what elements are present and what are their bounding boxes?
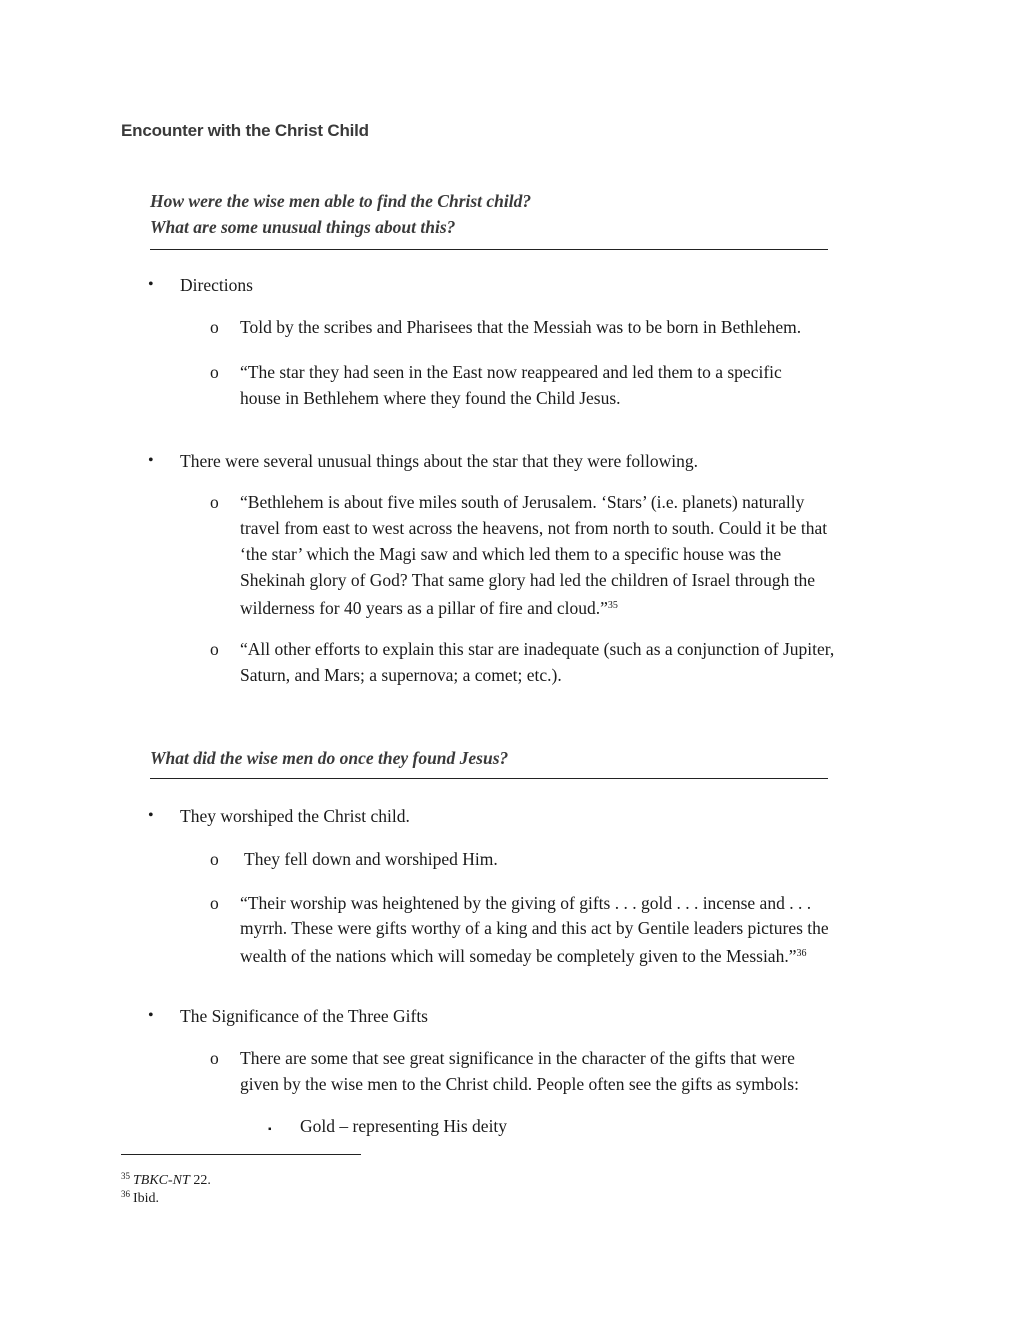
- sub-marker: o: [210, 317, 219, 337]
- sub-bethlehem-line4: Shekinah glory of God? That same glory had led the children of Israel through the: [240, 570, 816, 590]
- footnote-num: 36: [121, 1189, 130, 1199]
- sub-gifts-line2: myrrh. These were gifts worthy of a king and this act by Gentile leaders pictures the: [240, 918, 829, 938]
- bullet-marker: •: [148, 452, 154, 469]
- sub-bethlehem-line3: ‘the star’ which the Magi saw and which led them to a specific house was the: [240, 544, 782, 564]
- footnote-text: 22.: [189, 1173, 211, 1188]
- bullet-unusual-things: There were several unusual things about the star that they were following.: [180, 451, 699, 471]
- bullet-significance: The Significance of the Three Gifts: [180, 1006, 428, 1026]
- section2-question: What did the wise men do once they found Jesus?: [150, 748, 509, 768]
- sub-gifts-line3-text: wealth of the nations which will someday be completely given to the Messiah.”: [240, 946, 797, 966]
- sub-bethlehem-line1: “Bethlehem is about five miles south of Jerusalem. ‘Stars’ (i.e. planets) naturally: [240, 492, 805, 512]
- sub-star-reappeared-line2: house in Bethlehem where they found the Child Jesus.: [240, 388, 621, 408]
- bullet-marker: •: [148, 276, 154, 293]
- section1-rule: [150, 249, 828, 250]
- sub-other-efforts-line2: Saturn, and Mars; a supernova; a comet; etc.).: [240, 665, 562, 685]
- sub-gifts-line3: [240, 941, 930, 969]
- subsub-gold: Gold – representing His deity: [300, 1116, 508, 1136]
- footnote-ref-35[interactable]: 35: [607, 600, 618, 611]
- sub-marker: o: [210, 492, 219, 512]
- page-heading: Encounter with the Christ Child: [121, 121, 369, 140]
- sub-other-efforts-line1: “All other efforts to explain this star are inadequate (such as a conjunction of Jupiter,: [240, 639, 835, 659]
- subsub-marker: ▪: [268, 1124, 272, 1135]
- bullet-marker: •: [148, 1007, 154, 1024]
- sub-significance-line2: given by the wise men to the Christ child. People often see the gifts as symbols:: [240, 1074, 799, 1094]
- footnote-source: TBKC-NT: [133, 1173, 190, 1188]
- sub-significance-line1: There are some that see great significance in the character of the gifts that were: [240, 1048, 795, 1068]
- sub-bethlehem-line5-text: wilderness for 40 years as a pillar of fire and cloud.”: [240, 598, 608, 618]
- footnote-rule: [121, 1154, 361, 1155]
- footnote-ref-36[interactable]: 36: [796, 948, 807, 959]
- bullet-directions: Directions: [180, 275, 253, 295]
- sub-marker: o: [210, 639, 219, 659]
- sub-bethlehem-line5: [240, 593, 930, 621]
- footnote-36: [121, 1185, 159, 1208]
- section1-question-line2: What are some unusual things about this?: [150, 217, 456, 237]
- sub-scribes: Told by the scribes and Pharisees that the Messiah was to be born in Bethlehem.: [240, 317, 802, 337]
- sub-marker: o: [210, 362, 219, 382]
- footnote-num: 35: [121, 1171, 130, 1181]
- section1-question-line1: How were the wise men able to find the Christ child?: [150, 191, 532, 211]
- sub-gifts-line1: “Their worship was heightened by the giving of gifts . . . gold . . . incense and . . .: [240, 893, 812, 913]
- sub-bethlehem-line2: travel from east to west across the heavens, not from north to south. Could it be that: [240, 518, 828, 538]
- sub-fell-down: They fell down and worshiped Him.: [240, 849, 498, 869]
- bullet-marker: •: [148, 807, 154, 824]
- sub-star-reappeared-line1: “The star they had seen in the East now reappeared and led them to a specific: [240, 362, 782, 382]
- sub-marker: o: [210, 1048, 219, 1068]
- footnote-text: Ibid.: [133, 1191, 160, 1206]
- sub-marker: o: [210, 893, 219, 913]
- bullet-worshiped: They worshiped the Christ child.: [180, 806, 410, 826]
- sub-marker: o: [210, 849, 219, 869]
- section2-rule: [150, 778, 828, 779]
